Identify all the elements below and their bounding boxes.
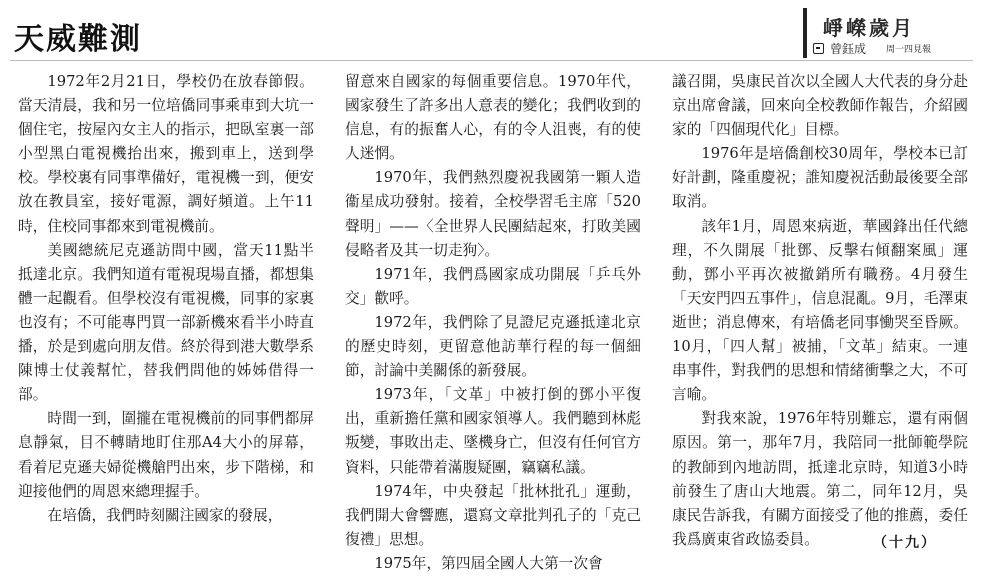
byline bbox=[813, 40, 931, 57]
paragraph: 1972年2月21日，學校仍在放春節假。當天清晨，我和另一位培僑同事乘車到大坑一個住宅，按屋內女主人的指示，把臥室裏一部小型黑白電視機抬出來，搬到車上，送到學校。學校裏有同事準備好，電視機一到，便安放在教員室，接好電源，調好頻道。上午11時，住校同事都來到電視機前。 bbox=[18, 73, 314, 235]
column-masthead bbox=[803, 8, 975, 60]
paragraph: 時間一到，圍攏在電視機前的同事們都屏息靜氣，目不轉睛地盯住那A4大小的屏幕，看着尼克遜夫婦從機艙門出來，步下階梯，和迎接他們的周恩來總理握手。 bbox=[18, 410, 314, 500]
paragraph: 在培僑，我們時刻關注國家的發展， bbox=[47, 506, 283, 524]
paragraph: 該年1月，周恩來病逝，華國鋒出任代總理，不久開展「批鄧、反擊右傾翻案風」運動，鄧小平再次被撤銷所有職務。4月發生「天安門四五事件」，信息混亂。9月，毛澤東逝世；消息傳來，有培僑老同事慟哭至昏厥。10月，「四人幫」被捕，「文革」結束。一連串事件，對我們的思想和情緒衝擊之大，不可言喻。 bbox=[672, 217, 968, 404]
paragraph: 1972年，我們除了見證尼克遜抵達北京的歷史時刻，更留意他訪華行程的每一個細節，討論中美關係的新發展。 bbox=[345, 313, 641, 380]
series-part-number: （十九） bbox=[867, 532, 937, 552]
text-column-1 bbox=[18, 70, 314, 558]
paragraph: 美國總統尼克遜訪問中國，當天11點半抵達北京。我們知道有電視現場直播，都想集體一起觀看。但學校沒有電視機，同事的家裏也沒有；不可能專門買一部新機來看半小時直播，於是到處向朋友借。終於得到港大數學系陳博士仗義幫忙，替我們問他的姊姊借得一部。 bbox=[18, 241, 314, 404]
paragraph: 1970年，我們熱烈慶祝我國第一顆人造衞星成功發射。接着，全校學習毛主席「520聲明」——〈全世界人民團結起來，打敗美國侵略者及其一切走狗〉。 bbox=[345, 169, 641, 259]
paragraph: 1974年，中央發起「批林批孔」運動，我們開大會響應，還寫文章批判孔子的「克己復禮」思想。 bbox=[345, 482, 641, 548]
paragraph: 議召開，吳康民首次以全國人大代表的身分赴京出席會議，回來向全校教師作報告，介紹國家的「四個現代化」目標。 bbox=[672, 73, 968, 139]
publication-schedule: 周一四見報 bbox=[886, 45, 932, 55]
author-icon bbox=[813, 43, 824, 54]
paragraph: 對我來說，1976年特別難忘，還有兩個原因。第一，那年7月，我陪同一批師範學院的教師到內地訪問，抵達北京時，知道3小時前發生了唐山大地震。第二，同年12月，吳康民告訴我，有關方面接受了他的推薦，委任我爲廣東省政協委員。 bbox=[672, 410, 968, 548]
header-divider bbox=[10, 60, 973, 61]
paragraph: 1973年，「文革」中被打倒的鄧小平復出，重新擔任黨和國家領導人。我們聽到林彪叛變，事敗出走、墜機身亡，但沒有任何官方資料，只能帶着滿腹疑團，竊竊私議。 bbox=[345, 386, 641, 476]
paragraph: 1976年是培僑創校30周年，學校本已訂好計劃，隆重慶祝；誰知慶祝活動最後要全部取消。 bbox=[672, 145, 968, 211]
article-title: 天威難測 bbox=[14, 22, 142, 57]
text-column-3 bbox=[672, 70, 968, 558]
paragraph: 1971年，我們爲國家成功開展「乒乓外交」歡呼。 bbox=[345, 265, 641, 307]
paragraph: 留意來自國家的每個重要信息。1970年代，國家發生了許多出人意表的變化；我們收到的信息，有的振奮人心，有的令人沮喪，有的使人迷惘。 bbox=[345, 73, 641, 163]
author-name: 曾鈺成 bbox=[830, 42, 867, 56]
column-name: 崢嶸歲月 bbox=[823, 16, 915, 40]
article-body bbox=[18, 70, 968, 572]
paragraph: 1975年，第四屆全國人大第一次會 bbox=[374, 554, 603, 572]
text-column-2 bbox=[345, 70, 641, 572]
masthead-bar bbox=[803, 8, 807, 58]
